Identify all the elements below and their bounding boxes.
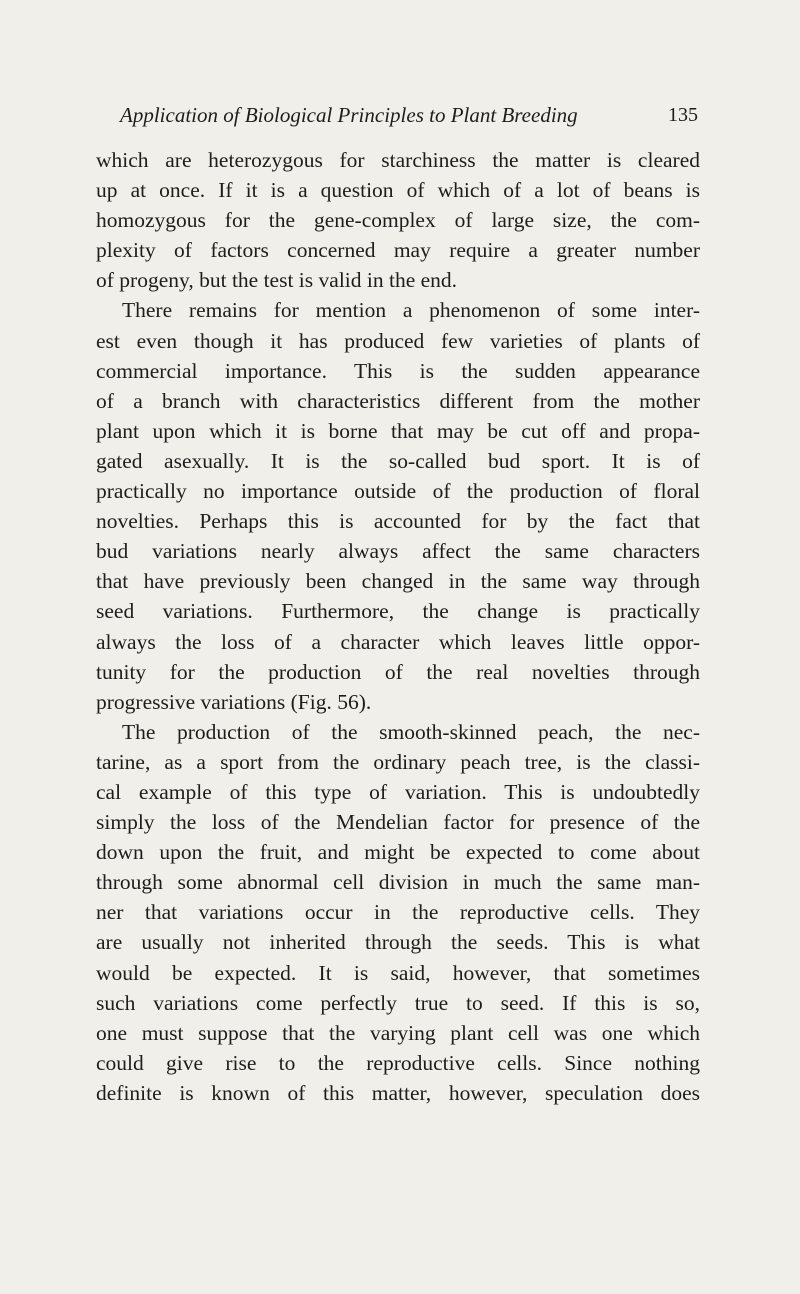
paragraph — [96, 717, 700, 1108]
running-head — [120, 100, 698, 130]
page-number: 135 — [668, 104, 698, 126]
text-line: tarine, as a sport from the ordinary peach tree, is the classi- — [96, 749, 700, 774]
paragraph — [96, 145, 700, 295]
text-line: one must suppose that the varying plant cell was one which — [96, 1020, 700, 1045]
text-line: simply the loss of the Mendelian factor for presence of the — [96, 810, 700, 835]
text-line: which are heterozygous for starchiness the matter is cleared — [96, 148, 700, 172]
text-line: that have previously been changed in the same way through — [96, 569, 700, 594]
text-line: homozygous for the gene-complex of large size, the com- — [96, 208, 700, 233]
text-line: plant upon which it is borne that may be cut off and propa- — [96, 418, 700, 443]
text-line: commercial importance. This is the sudden appearance — [96, 358, 700, 383]
text-line: would be expected. It is said, however, that sometimes — [96, 960, 700, 985]
text-line: could give rise to the reproductive cells. Since nothing — [96, 1050, 700, 1075]
text-line: The production of the smooth-skinned peach, the nec- — [122, 719, 700, 744]
text-line: of a branch with characteristics different from the mother — [96, 388, 700, 413]
text-line: down upon the fruit, and might be expected to come about — [96, 840, 700, 865]
text-line: of progeny, but the test is valid in the end. — [96, 268, 458, 293]
text-line: up at once. If it is a question of which of a lot of beans is — [96, 178, 700, 203]
text-line: such variations come perfectly true to seed. If this is so, — [96, 990, 700, 1015]
text-line: practically no importance outside of the production of floral — [96, 479, 700, 504]
text-line: novelties. Perhaps this is accounted for by the fact that — [96, 509, 700, 534]
text-line: through some abnormal cell division in much the same man- — [96, 870, 700, 895]
text-line: ner that variations occur in the reproductive cells. They — [96, 900, 700, 925]
text-line: progressive variations (Fig. 56). — [96, 689, 372, 714]
text-line: seed variations. Furthermore, the change is practically — [96, 599, 700, 624]
text-line: cal example of this type of variation. This is undoubtedly — [96, 779, 700, 804]
body-text — [96, 145, 700, 1108]
text-line: There remains for mention a phenomenon of some inter- — [122, 298, 700, 323]
text-line: are usually not inherited through the seeds. This is what — [96, 930, 700, 955]
paragraph — [96, 295, 700, 716]
text-line: tunity for the production of the real novelties through — [96, 659, 700, 684]
text-line: always the loss of a character which leaves little oppor- — [96, 629, 700, 654]
text-line: est even though it has produced few varieties of plants of — [96, 328, 700, 353]
running-head-title: Application of Biological Principles to Plant Breeding — [120, 103, 578, 127]
text-line: definite is known of this matter, however, speculation does — [96, 1080, 700, 1105]
text-line: gated asexually. It is the so-called bud sport. It is of — [96, 448, 700, 473]
text-line: plexity of factors concerned may require a greater number — [96, 238, 700, 263]
text-line: bud variations nearly always affect the same characters — [96, 539, 700, 564]
